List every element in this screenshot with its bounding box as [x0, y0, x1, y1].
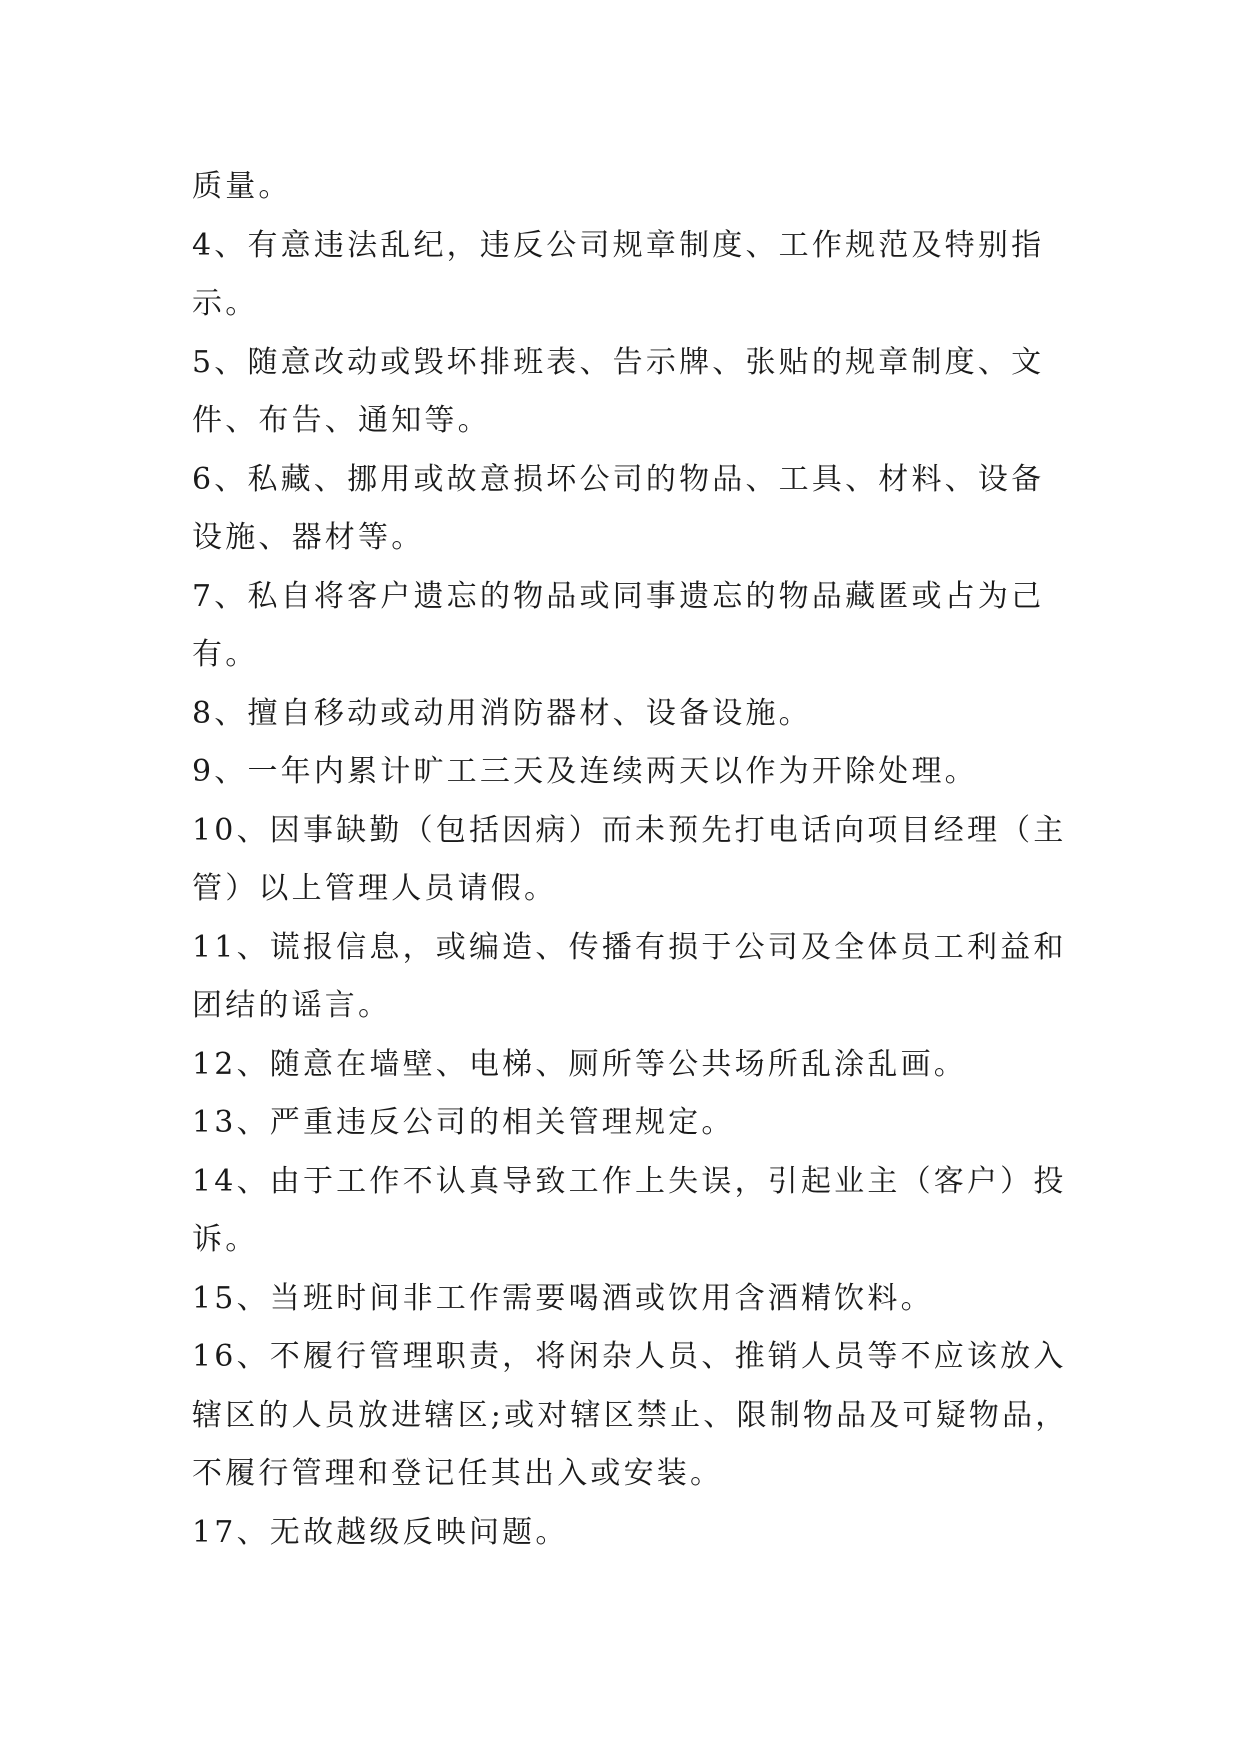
- text-line: 团结的谣言。: [192, 988, 392, 1023]
- text-line: 8、擅自移动或动用消防器材、设备设施。: [192, 695, 812, 731]
- text-line: 设施、器材等。: [192, 520, 425, 555]
- text-line: 9、一年内累计旷工三天及连续两天以作为开除处理。: [192, 754, 978, 789]
- text-line: 16、不履行管理职责，将闲杂人员、推销人员等不应该放入: [192, 1339, 1067, 1374]
- text-line: 辖区的人员放进辖区;或对辖区禁止、限制物品及可疑物品，: [192, 1397, 1069, 1433]
- document-body: [192, 158, 1069, 1562]
- text-line: 6、私藏、挪用或故意损坏公司的物品、工具、材料、设备: [192, 461, 1045, 497]
- text-line: 管）以上管理人员请假。: [192, 871, 558, 906]
- text-line: 4、有意违法乱纪，违反公司规章制度、工作规范及特别指: [192, 227, 1045, 263]
- text-line: 5、随意改动或毁坏排班表、告示牌、张贴的规章制度、文: [192, 344, 1045, 380]
- text-line: 10、因事缺勤（包括因病）而未预先打电话向项目经理（主: [192, 812, 1067, 848]
- text-line: 14、由于工作不认真导致工作上失误，引起业主（客户）投: [192, 1163, 1067, 1199]
- text-line: 15、当班时间非工作需要喝酒或饮用含酒精饮料。: [192, 1280, 934, 1316]
- text-line: 12、随意在墙壁、电梯、厕所等公共场所乱涂乱画。: [192, 1046, 967, 1082]
- text-line: 7、私自将客户遗忘的物品或同事遗忘的物品藏匿或占为己: [192, 578, 1045, 614]
- text-line: 件、布告、通知等。: [192, 403, 491, 438]
- text-line: 13、严重违反公司的相关管理规定。: [192, 1105, 735, 1140]
- text-line: 不履行管理和登记任其出入或安装。: [192, 1456, 724, 1491]
- text-line: 质量。: [192, 169, 292, 204]
- text-line: 示。: [192, 286, 259, 321]
- text-line: 17、无故越级反映问题。: [192, 1514, 569, 1550]
- text-line: 诉。: [192, 1222, 259, 1257]
- text-line: 有。: [192, 637, 259, 672]
- text-line: 11、谎报信息，或编造、传播有损于公司及全体员工利益和: [192, 929, 1067, 965]
